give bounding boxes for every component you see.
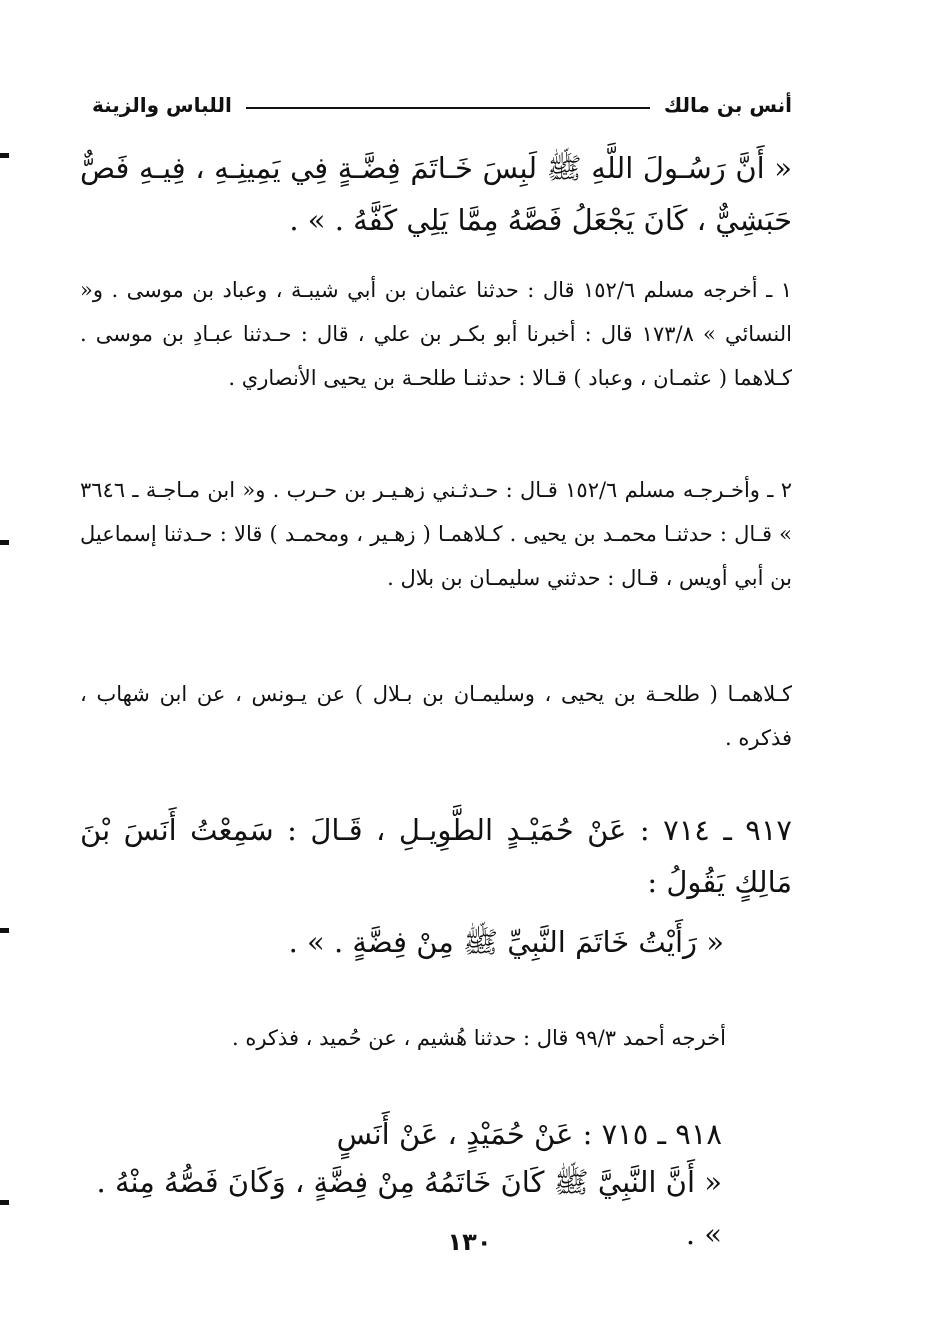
hadith-1-text: « أَنَّ رَسُـولَ اللَّهِ ﷺ لَبِسَ خَـاتَمَ فِضَّـةٍ فِي يَمِينِـهِ ، فِيـهِ فَصٌّ حَبَشِيٌّ ، كَانَ يَجْعَلُ فَصَّهُ مِمَّا يَلِي كَفَّهُ . » . bbox=[80, 151, 792, 237]
margin-mark bbox=[0, 540, 9, 545]
header-section-title: اللباس والزينة bbox=[92, 93, 232, 117]
header-rule bbox=[246, 107, 650, 109]
hadith-3-text: « أَنَّ النَّبِيَّ ﷺ كَانَ خَاتَمُهُ مِنْ فِضَّةٍ ، وَكَانَ فَصُّهُ مِنْهُ . » . bbox=[96, 1165, 722, 1251]
margin-mark bbox=[0, 928, 9, 933]
running-header bbox=[92, 88, 792, 122]
hadith-2-text: « رَأَيْتُ خَاتَمَ النَّبِيِّ ﷺ مِنْ فِضَّةٍ . » . bbox=[288, 925, 724, 959]
note-1-paragraph-1: ١ ـ أخرجه مسلم ١٥٢/٦ قال : حدثنا عثمان بن أبي شيبـة ، وعباد بن موسى . و« النسائي » ١٧٣/٨ قال : أخبرنا أبو بكـر بن علي ، قال : حـدثنا عبـادِ بن موسى . كـلاهما ( عثمـان ، وعباد ) قـالا : حدثنـا طلحـة بن يحيى الأنصاري . bbox=[80, 278, 792, 390]
margin-mark bbox=[0, 153, 9, 158]
hadith-3-isnad: ٩١٨ ـ ٧١٥ : عَنْ حُمَيْدٍ ، عَنْ أَنَسٍ bbox=[336, 1117, 722, 1151]
note-1-paragraph-2: ٢ ـ وأخـرجـه مسلم ١٥٢/٦ قـال : حـدثـني زهـيـر بن حـرب . و« ابن مـاجـة ـ ٣٦٤٦ » قـال : حدثنـا محمـد بن يحيى . كـلاهمـا ( زهـير ، ومحمـد ) قالا : حـدثنا إسماعيل بن أبي أويس ، قـال : حدثني سليمـان بن بلال . bbox=[80, 478, 792, 590]
header-narrator-title: أنس بن مالك bbox=[663, 93, 792, 117]
hadith-2-isnad: ٩١٧ ـ ٧١٤ : عَنْ حُمَيْـدٍ الطَّوِيـلِ ، قَـالَ : سَمِعْتُ أَنَسَ بْنَ مَالِكٍ يَقُولُ : bbox=[80, 813, 792, 899]
note-2-paragraph-1: أخرجه أحمد ٩٩/٣ قال : حدثنا هُشيم ، عن حُميد ، فذكره . bbox=[231, 1026, 726, 1050]
note-1-paragraph-3: كـلاهمـا ( طلحـة بن يحيى ، وسليمـان بن بـلال ) عن يـونس ، عن ابن شهاب ، فذكره . bbox=[80, 682, 792, 750]
page-number: ١٣٠ bbox=[447, 1228, 492, 1256]
margin-mark bbox=[0, 1200, 9, 1205]
